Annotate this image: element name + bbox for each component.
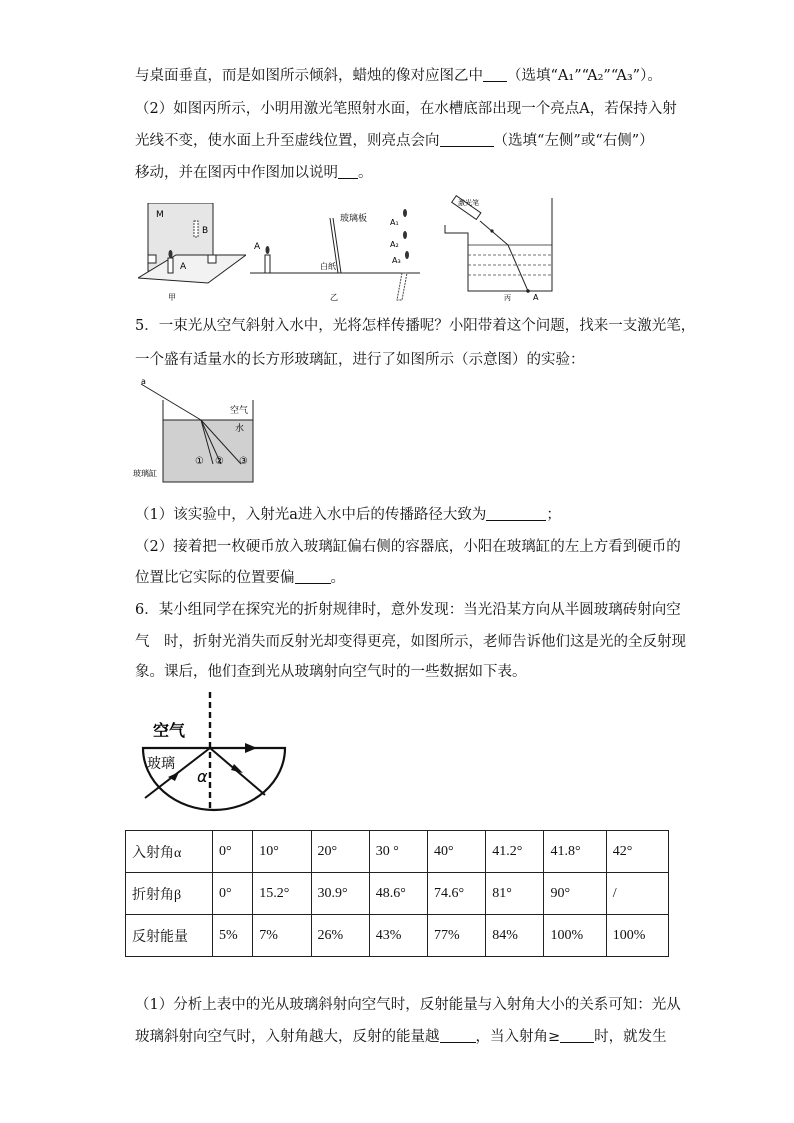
- q4-part2-line3: 移动，并在图丙中作图加以说明 。: [135, 165, 373, 181]
- figure-q6-semicircle: [135, 690, 295, 812]
- table-cell: 100%: [606, 915, 668, 957]
- table-cell: 30.9°: [311, 873, 369, 915]
- table-cell: 5%: [213, 915, 253, 957]
- table-cell: 42°: [606, 831, 668, 873]
- table-cell: 84%: [486, 915, 544, 957]
- label-air: 空气: [230, 406, 249, 416]
- label-A: A: [254, 242, 261, 252]
- figure-yi: [250, 203, 425, 303]
- table-cell: 100%: [544, 915, 606, 957]
- label-A2: A₂: [390, 240, 399, 249]
- caption-yi: 乙: [330, 293, 338, 302]
- table-cell: 30 °: [369, 831, 427, 873]
- table-cell: 48.6°: [369, 873, 427, 915]
- label-A: A: [533, 293, 539, 302]
- table-cell: 20°: [311, 831, 369, 873]
- q4-line1: 与桌面垂直，而是如图所示倾斜，蜡烛的像对应图乙中 （选填“A₁”“A₂”“A₃”）。: [135, 68, 662, 84]
- row-head: 反射能量: [126, 915, 213, 957]
- table-cell: 10°: [253, 831, 311, 873]
- label-white-paper: 白纸: [320, 262, 336, 271]
- table-row: [126, 831, 669, 873]
- table-cell: 7%: [253, 915, 311, 957]
- data-table: [125, 830, 669, 957]
- label-A3: A₃: [392, 256, 401, 265]
- q5-line1: 5．一束光从空气斜射入水中，光将怎样传播呢？小阳带着这个问题，找来一支激光笔，: [135, 318, 696, 334]
- caption-jia: 甲: [168, 293, 176, 302]
- label-glass-plate: 玻璃板: [340, 214, 368, 224]
- table-cell: 41.8°: [544, 831, 606, 873]
- label-glass-tank: 玻璃缸: [133, 469, 157, 478]
- table-row: [126, 915, 669, 957]
- table-cell: 43%: [369, 915, 427, 957]
- label-B: B: [202, 226, 209, 236]
- q6-line3: 象。课后，他们查到光从玻璃射向空气时的一些数据如下表。: [135, 664, 527, 680]
- table-cell: 40°: [427, 831, 485, 873]
- label-air: 空气: [153, 721, 186, 740]
- q6-sub1-line1: （1）分析上表中的光从玻璃斜射向空气时，反射能量与入射角大小的关系可知：光从: [135, 997, 681, 1013]
- table-cell: 74.6°: [427, 873, 485, 915]
- table-cell: /: [606, 873, 668, 915]
- table-cell: 81°: [486, 873, 544, 915]
- answer-blank[interactable]: [338, 164, 358, 179]
- table-cell: 0°: [213, 873, 253, 915]
- answer-blank[interactable]: [295, 569, 331, 584]
- q4-part2-line1: （2）如图丙所示，小明用激光笔照射水面，在水槽底部出现一个亮点A，若保持入射: [135, 101, 677, 117]
- q4-part2-line2: 光线不变，使水面上升至虚线位置，则亮点会向 （选填“左侧”或“右侧”）: [135, 133, 654, 149]
- q5-sub2-line1: （2）接着把一枚硬币放入玻璃缸偏右侧的容器底，小阳在玻璃缸的左上方看到硬币的: [135, 539, 681, 555]
- answer-blank[interactable]: [440, 132, 494, 147]
- answer-blank[interactable]: [560, 1028, 594, 1043]
- q5-sub2-line2: 位置比它实际的位置要偏 。: [135, 570, 345, 586]
- label-A: A: [180, 262, 187, 272]
- label-a: a: [141, 378, 146, 386]
- table-cell: 90°: [544, 873, 606, 915]
- label-water: 水: [235, 424, 245, 434]
- q6-line2: 气 时，折射光消失而反射光却变得更亮，如图所示，老师告诉他们这是光的全反射现: [135, 634, 686, 650]
- q5-sub1: （1）该实验中，入射光a进入水中后的传播路径大致为 ；: [135, 507, 561, 523]
- answer-blank[interactable]: [440, 1028, 476, 1043]
- table-row: [126, 873, 669, 915]
- label-glass: 玻璃: [147, 756, 175, 772]
- table-cell: 0°: [213, 831, 253, 873]
- q6-line1: 6．某小组同学在探究光的折射规律时，意外发现：当光沿某方向从半圆玻璃砖射向空: [135, 602, 681, 618]
- label-A1: A₁: [390, 218, 399, 227]
- label-M: M: [156, 210, 164, 220]
- answer-blank[interactable]: [483, 67, 507, 82]
- caption-bing: 丙: [504, 294, 511, 302]
- label-ray-3: ③: [239, 456, 248, 467]
- row-head: 折射角β: [126, 873, 213, 915]
- answer-blank[interactable]: [486, 506, 546, 521]
- q5-line2: 一个盛有适量水的长方形玻璃缸，进行了如图所示（示意图）的实验：: [135, 352, 585, 368]
- label-ray-2: ②: [215, 456, 224, 467]
- label-laser-pen: 激光笔: [458, 199, 479, 207]
- table-cell: 15.2°: [253, 873, 311, 915]
- label-alpha: α: [197, 767, 208, 786]
- figure-q5-tank: [133, 378, 263, 486]
- figure-bing: [440, 193, 558, 303]
- figure-jia: [138, 203, 246, 303]
- table-cell: 26%: [311, 915, 369, 957]
- q6-sub1-line2: 玻璃斜射向空气时，入射角越大，反射的能量越 ，当入射角≥ 时，就发生: [135, 1029, 667, 1045]
- row-head: 入射角α: [126, 831, 213, 873]
- table-cell: 41.2°: [486, 831, 544, 873]
- label-ray-1: ①: [195, 456, 204, 467]
- table-cell: 77%: [427, 915, 485, 957]
